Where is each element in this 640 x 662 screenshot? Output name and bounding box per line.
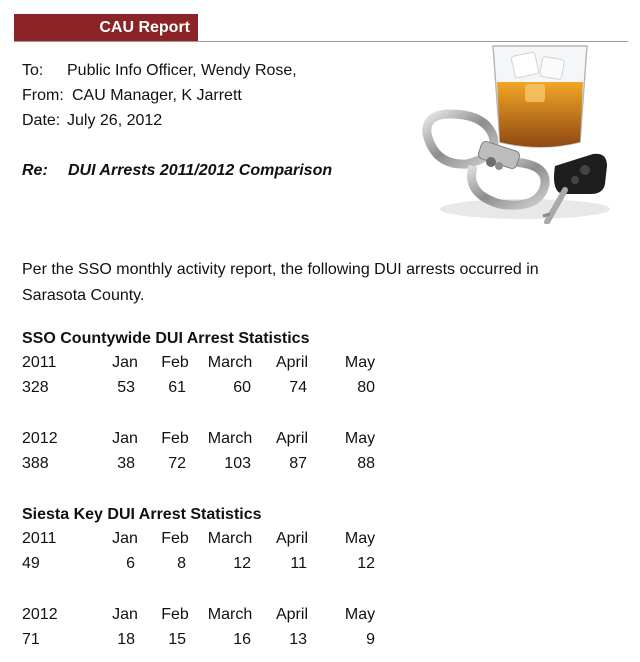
countywide-2012-month-jan-header: Jan (112, 430, 138, 447)
siesta-key-2012-month-jan-header: Jan (112, 606, 138, 623)
countywide-2012-year-label: 2012 (22, 430, 58, 447)
countywide-2011-month-may-header: May (344, 354, 376, 371)
countywide-2011-month-march-value: 60 (233, 379, 251, 396)
siesta-key-2012-month-may-value: 9 (366, 631, 375, 648)
siesta-key-section-title: Siesta Key DUI Arrest Statistics (22, 506, 262, 523)
siesta-key-2012-month-may-header: May (344, 606, 376, 623)
memo-to-line (22, 62, 297, 80)
countywide-2011-month-jan-value: 53 (117, 379, 135, 396)
siesta-key-2011-month-march-value: 12 (233, 555, 251, 572)
intro-paragraph: Per the SSO monthly activity report, the following DUI arrests occurred in Sarasota County. (22, 261, 539, 304)
countywide-2012-month-jan-value: 38 (117, 455, 135, 472)
memo-from-line (22, 87, 242, 105)
countywide-2011-month-feb-header: Feb (161, 354, 189, 371)
report-header-tab (14, 14, 198, 41)
siesta-key-2011-month-may-header: May (344, 530, 376, 547)
report-title: CAU Report (99, 18, 190, 36)
siesta-key-2012-year-label: 2012 (22, 606, 58, 623)
countywide-2012-month-feb-header: Feb (161, 430, 189, 447)
countywide-2011-month-april-value: 74 (289, 379, 307, 396)
countywide-2012-month-may-header: May (344, 430, 376, 447)
siesta-key-2012-month-april-value: 13 (289, 631, 307, 648)
countywide-2011-month-april-header: April (275, 354, 308, 371)
siesta-key-2012-month-jan-value: 18 (117, 631, 135, 648)
siesta-key-2012-month-feb-value: 15 (168, 631, 186, 648)
siesta-key-2012-month-march-value: 16 (233, 631, 251, 648)
siesta-key-2011-month-may-value: 12 (357, 555, 375, 572)
header-divider (14, 41, 628, 42)
countywide-2012-month-may-value: 88 (357, 455, 375, 472)
countywide-2012-month-april-header: April (275, 430, 308, 447)
siesta-key-2012-month-march-header: March (207, 606, 253, 623)
memo-date-value: July 26, 2012 (67, 112, 163, 129)
siesta-key-2011-month-jan-header: Jan (112, 530, 138, 547)
countywide-section-title: SSO Countywide DUI Arrest Statistics (22, 330, 310, 347)
siesta-key-2011-total-value: 49 (22, 555, 40, 572)
countywide-2011-month-march-header: March (207, 354, 253, 371)
siesta-key-2012-total-value: 71 (22, 631, 40, 648)
countywide-2012-month-march-value: 103 (224, 455, 251, 472)
siesta-key-2012-month-feb-header: Feb (161, 606, 189, 623)
countywide-2012-month-feb-value: 72 (168, 455, 186, 472)
countywide-2011-year-label: 2011 (22, 354, 57, 371)
countywide-2011-total-value: 328 (22, 379, 49, 396)
countywide-2012-month-march-header: March (207, 430, 253, 447)
memo-date-label: Date: (22, 112, 61, 129)
siesta-key-2011-month-feb-header: Feb (161, 530, 189, 547)
countywide-2012-total-value: 388 (22, 455, 49, 472)
siesta-key-2011-month-feb-value: 8 (177, 555, 186, 572)
memo-date-line (22, 112, 162, 130)
siesta-key-2011-month-april-header: April (275, 530, 308, 547)
countywide-2011-month-jan-header: Jan (112, 354, 138, 371)
memo-from-value: CAU Manager, K Jarrett (72, 87, 242, 104)
memo-re-label: Re: (22, 162, 48, 179)
siesta-key-2011-year-label: 2011 (22, 530, 57, 547)
memo-re-value: DUI Arrests 2011/2012 Comparison (68, 162, 333, 179)
memo-to-value: Public Info Officer, Wendy Rose, (67, 62, 297, 79)
countywide-2011-month-feb-value: 61 (168, 379, 186, 396)
countywide-2011-month-may-value: 80 (357, 379, 375, 396)
memo-subject-line (22, 162, 332, 180)
memo-to-label: To: (22, 62, 44, 79)
siesta-key-2011-month-march-header: March (207, 530, 253, 547)
countywide-2012-month-april-value: 87 (289, 455, 307, 472)
memo-from-label: From: (22, 87, 64, 104)
siesta-key-2012-month-april-header: April (275, 606, 308, 623)
siesta-key-2011-month-jan-value: 6 (126, 555, 135, 572)
handcuffs-whiskey-keys-illustration (415, 44, 615, 224)
siesta-key-2011-month-april-value: 11 (290, 555, 307, 572)
